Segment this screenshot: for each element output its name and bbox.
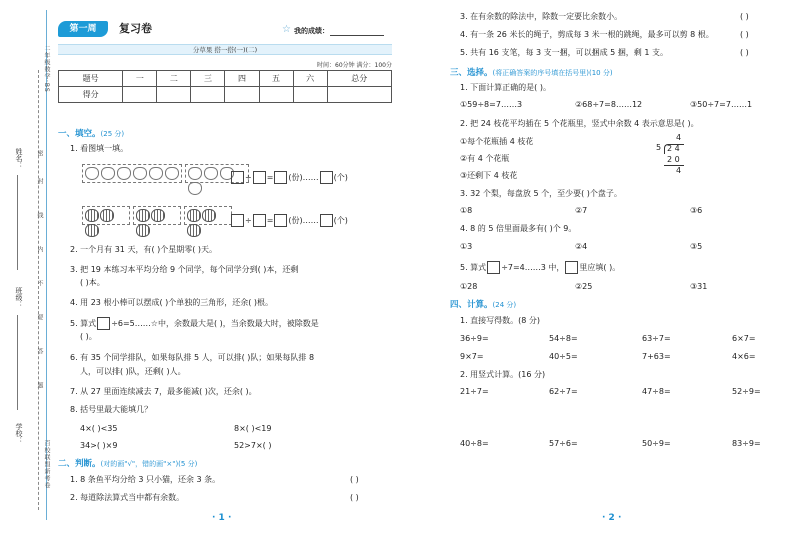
answer-box[interactable]	[487, 261, 500, 274]
class-line	[17, 315, 18, 410]
seal-char: 封	[36, 178, 43, 185]
ld-product: 2 0	[667, 155, 680, 164]
score-table-header-row	[59, 71, 392, 87]
pumpkin-group-b	[133, 206, 181, 225]
answer-box[interactable]	[320, 171, 333, 184]
choice-question-5	[460, 261, 620, 274]
pumpkin-icon	[85, 209, 99, 222]
calc-item[interactable]: 83÷9=	[732, 439, 761, 448]
choice-option[interactable]: ①每个花瓶插 4 枝花	[460, 137, 534, 146]
week-badge: 第一周	[58, 21, 108, 37]
unit-portion: (份)……	[288, 216, 319, 225]
seal-char: 题	[36, 382, 43, 389]
school-label: 学校：	[15, 423, 23, 444]
brand-label: 百校联盟新考卷	[43, 440, 50, 489]
page-left	[54, 0, 394, 535]
calc-item[interactable]: 40÷5=	[549, 352, 578, 361]
question-8-item: 34>( )×9	[80, 441, 118, 450]
choice-option[interactable]: ①8	[460, 206, 473, 215]
answer-box[interactable]	[320, 214, 333, 227]
choice-option[interactable]: ①3	[460, 242, 473, 251]
question-8-item: 4×( )<35	[80, 424, 118, 433]
score-table-row	[59, 87, 392, 103]
seal-char: 线	[36, 212, 43, 219]
choice-question-1: 1. 下面计算正确的是( )。	[460, 83, 551, 92]
judge-question-3: 3. 在有余数的除法中，除数一定要比余数小。	[460, 12, 623, 21]
unit-portion: (份)……	[288, 173, 319, 182]
judge-question-5: 5. 共有 16 支笔，每 3 支一捆，可以捆成 5 捆，剩 1 支。	[460, 48, 668, 57]
judge-question-4: 4. 有一条 26 米长的绳子，剪成每 3 米一根的跳绳，最多可以剪 8 根。	[460, 30, 714, 39]
page-number: · 1 ·	[212, 513, 232, 523]
seal-char: 密	[36, 150, 43, 157]
question-4: 4. 用 23 根小棒可以摆成( )个单独的三角形，还余( )根。	[70, 298, 274, 307]
time-info: 时间：60分钟 满分：100分	[317, 62, 392, 69]
choice-option[interactable]: ①28	[460, 282, 478, 291]
ld-dividend: 2 4	[667, 144, 680, 153]
pumpkin-icon	[100, 209, 114, 222]
score-cell[interactable]	[259, 87, 293, 103]
calc-item[interactable]: 9×7=	[460, 352, 484, 361]
class-label: 班级：	[15, 287, 23, 308]
page-number: · 2 ·	[602, 513, 622, 523]
name-line	[17, 175, 18, 270]
choice-option[interactable]: ②68÷7=8……12	[575, 100, 643, 109]
strawberry-icon	[85, 167, 99, 180]
question-5-text: 5. 算式	[70, 319, 97, 328]
ld-quotient: 4	[676, 133, 682, 142]
section-title-text: 二、判断。	[58, 459, 101, 469]
question-3-cont: ( )本。	[80, 278, 105, 287]
strawberry-icon	[188, 182, 202, 195]
equals-sign: =	[266, 173, 274, 182]
score-row-label: 得分	[59, 87, 123, 103]
score-header-cell: 三	[191, 71, 225, 87]
page-right	[450, 0, 795, 535]
strawberry-icon	[188, 167, 202, 180]
choice-question-4: 4. 8 的 5 倍里面最多有( )个 9。	[460, 224, 577, 233]
answer-box[interactable]	[231, 214, 244, 227]
calc-item[interactable]: 50÷9=	[642, 439, 671, 448]
choice-option[interactable]: ②7	[575, 206, 588, 215]
pumpkin-icon	[187, 209, 201, 222]
section-note: (将正确答案的序号填在括号里)(10 分)	[492, 69, 613, 77]
score-cell[interactable]	[327, 87, 391, 103]
calc-item[interactable]: 62÷7=	[549, 387, 578, 396]
score-cell[interactable]	[191, 87, 225, 103]
unit-item: (个)	[333, 173, 348, 182]
grade-label: 二年级数学·BS	[43, 45, 50, 93]
unit-item: (个)	[333, 216, 348, 225]
question-6-cont: 人，可以排( )队，还剩( )人。	[80, 367, 186, 376]
score-header-cell: 题号	[59, 71, 123, 87]
judge-question-2: 2. 每道除法算式当中都有余数。	[70, 493, 185, 502]
answer-paren[interactable]: ( )	[350, 475, 359, 484]
choice-option[interactable]: ③50÷7=7……1	[690, 100, 753, 109]
section-title-text: 三、选择。	[450, 68, 493, 78]
score-header-cell: 总分	[327, 71, 391, 87]
section-judge-title	[58, 457, 197, 469]
fill-expression-1	[230, 171, 348, 184]
seal-char: 不	[36, 280, 43, 287]
judge-question-1: 1. 8 条鱼平均分给 3 只小猫，还余 3 条。	[70, 475, 221, 484]
choice-question-3: 3. 32 个梨，每盘放 5 个，至少要( )个盘子。	[460, 189, 622, 198]
calc-item[interactable]: 54÷8=	[549, 334, 578, 343]
choice-question-5-text: 里应填( )。	[579, 263, 621, 272]
pumpkin-icon	[187, 224, 201, 237]
strawberry-icon	[117, 167, 131, 180]
calc-item[interactable]: 57÷6=	[549, 439, 578, 448]
answer-box[interactable]	[231, 171, 244, 184]
calc-question-2: 2. 用竖式计算。(16 分)	[460, 370, 546, 379]
calc-item[interactable]: 63÷7=	[642, 334, 671, 343]
score-header-cell: 一	[123, 71, 157, 87]
section-choice-title	[450, 66, 613, 78]
strawberry-icon	[204, 167, 218, 180]
question-5-cont: ( )。	[80, 332, 97, 341]
strawberry-icon	[149, 167, 163, 180]
section-calc-title	[450, 298, 516, 310]
choice-question-5-text: 5. 算式	[460, 263, 487, 272]
answer-paren[interactable]: ( )	[740, 48, 749, 57]
question-8-item: 52>7×( )	[234, 441, 272, 450]
question-8: 8. 括号里最大能填几？	[70, 405, 153, 414]
question-5	[70, 317, 319, 330]
score-label: 我的成绩：	[294, 27, 329, 35]
strawberry-group-a	[82, 164, 182, 183]
calc-item[interactable]: 4×6=	[732, 352, 756, 361]
answer-paren[interactable]: ( )	[350, 493, 359, 502]
ld-remainder: 4	[676, 166, 682, 175]
equals-sign: =	[266, 216, 274, 225]
answer-box[interactable]	[97, 317, 110, 330]
calc-item[interactable]: 47÷8=	[642, 387, 671, 396]
section-note: (25 分)	[100, 130, 125, 138]
pumpkin-icon	[136, 209, 150, 222]
section-title-text: 一、填空。	[58, 129, 101, 139]
choice-option[interactable]: ②25	[575, 282, 593, 291]
divide-sign: ÷	[245, 216, 252, 225]
calc-item[interactable]: 36÷9=	[460, 334, 489, 343]
star-icon: ☆	[282, 24, 291, 35]
seal-char: 内	[36, 246, 43, 253]
cut-line	[38, 70, 39, 510]
calc-item[interactable]: 21÷7=	[460, 387, 489, 396]
page-title: 复习卷	[119, 22, 152, 35]
question-1: 1. 看图填一填。	[70, 144, 129, 153]
divide-sign: ÷	[245, 173, 252, 182]
ld-divisor: 5	[656, 143, 662, 152]
question-2: 2. 一个月有 31 天，有( )个星期零( )天。	[70, 245, 218, 254]
question-5-text: ÷6=5……☆中，余数最大是( )，当余数最大时，被除数是	[111, 319, 319, 328]
section-fill-title	[58, 127, 124, 139]
strawberry-icon	[101, 167, 115, 180]
choice-option[interactable]: ③5	[690, 242, 703, 251]
choice-option[interactable]: ②有 4 个花瓶	[460, 154, 510, 163]
seal-char: 答	[36, 348, 43, 355]
answer-box[interactable]	[253, 214, 266, 227]
calc-question-1: 1. 直接写得数。(8 分)	[460, 316, 541, 325]
pumpkin-group-a	[82, 206, 130, 225]
calc-item[interactable]: 40÷8=	[460, 439, 489, 448]
section-note: (24 分)	[492, 301, 517, 309]
section-title-text: 四、计算。	[450, 300, 493, 310]
score-header-cell: 六	[293, 71, 327, 87]
question-3: 3. 把 19 本练习本平均分给 9 个同学，每个同学分到( )本，还剩	[70, 265, 299, 274]
score-cell[interactable]	[293, 87, 327, 103]
choice-option[interactable]: ①59÷8=7……3	[460, 100, 523, 109]
section-note: (对的画"√"，错的画"×")(5 分)	[100, 460, 198, 468]
calc-item[interactable]: 52÷9=	[732, 387, 761, 396]
answer-paren[interactable]: ( )	[740, 30, 749, 39]
score-line	[330, 35, 384, 36]
answer-box[interactable]	[274, 171, 287, 184]
name-label: 姓名：	[15, 148, 23, 169]
strawberry-icon	[133, 167, 147, 180]
fill-expression-2	[230, 214, 348, 227]
calc-item[interactable]: 7+63=	[642, 352, 671, 361]
question-6: 6. 有 35 个同学排队，如果每队排 5 人，可以排( )队；如果每队排 8	[70, 353, 315, 362]
score-header-cell: 五	[259, 71, 293, 87]
answer-paren[interactable]: ( )	[740, 12, 749, 21]
score-cell[interactable]	[157, 87, 191, 103]
pumpkin-icon	[202, 209, 216, 222]
score-cell[interactable]	[225, 87, 259, 103]
score-header-cell: 二	[157, 71, 191, 87]
score-header-cell: 四	[225, 71, 259, 87]
seal-char: 要	[36, 314, 43, 321]
binding-margin	[0, 0, 50, 535]
question-8-item: 8×( )<19	[234, 424, 272, 433]
answer-box[interactable]	[253, 171, 266, 184]
answer-box[interactable]	[274, 214, 287, 227]
score-cell[interactable]	[123, 87, 157, 103]
choice-option[interactable]: ②4	[575, 242, 588, 251]
answer-box	[565, 261, 578, 274]
pumpkin-icon	[151, 209, 165, 222]
choice-option[interactable]: ③31	[690, 282, 708, 291]
choice-option[interactable]: ③6	[690, 206, 703, 215]
pumpkin-icon	[85, 224, 99, 237]
calc-item[interactable]: 6×7=	[732, 334, 756, 343]
strawberry-icon	[165, 167, 179, 180]
pumpkin-icon	[136, 224, 150, 237]
choice-question-5-text: ÷7=4……3 中，	[501, 263, 565, 272]
pumpkin-group-c	[184, 206, 232, 225]
topic-bar: 分草果 搭一搭(一)(二)	[58, 44, 392, 55]
score-table	[58, 70, 392, 103]
choice-question-2: 2. 把 24 枝花平均插在 5 个花瓶里，竖式中余数 4 表示意思是( )。	[460, 119, 699, 128]
choice-option[interactable]: ③还剩下 4 枝花	[460, 171, 518, 180]
question-7: 7. 从 27 里面连续减去 7，最多能减( )次，还余( )。	[70, 387, 257, 396]
